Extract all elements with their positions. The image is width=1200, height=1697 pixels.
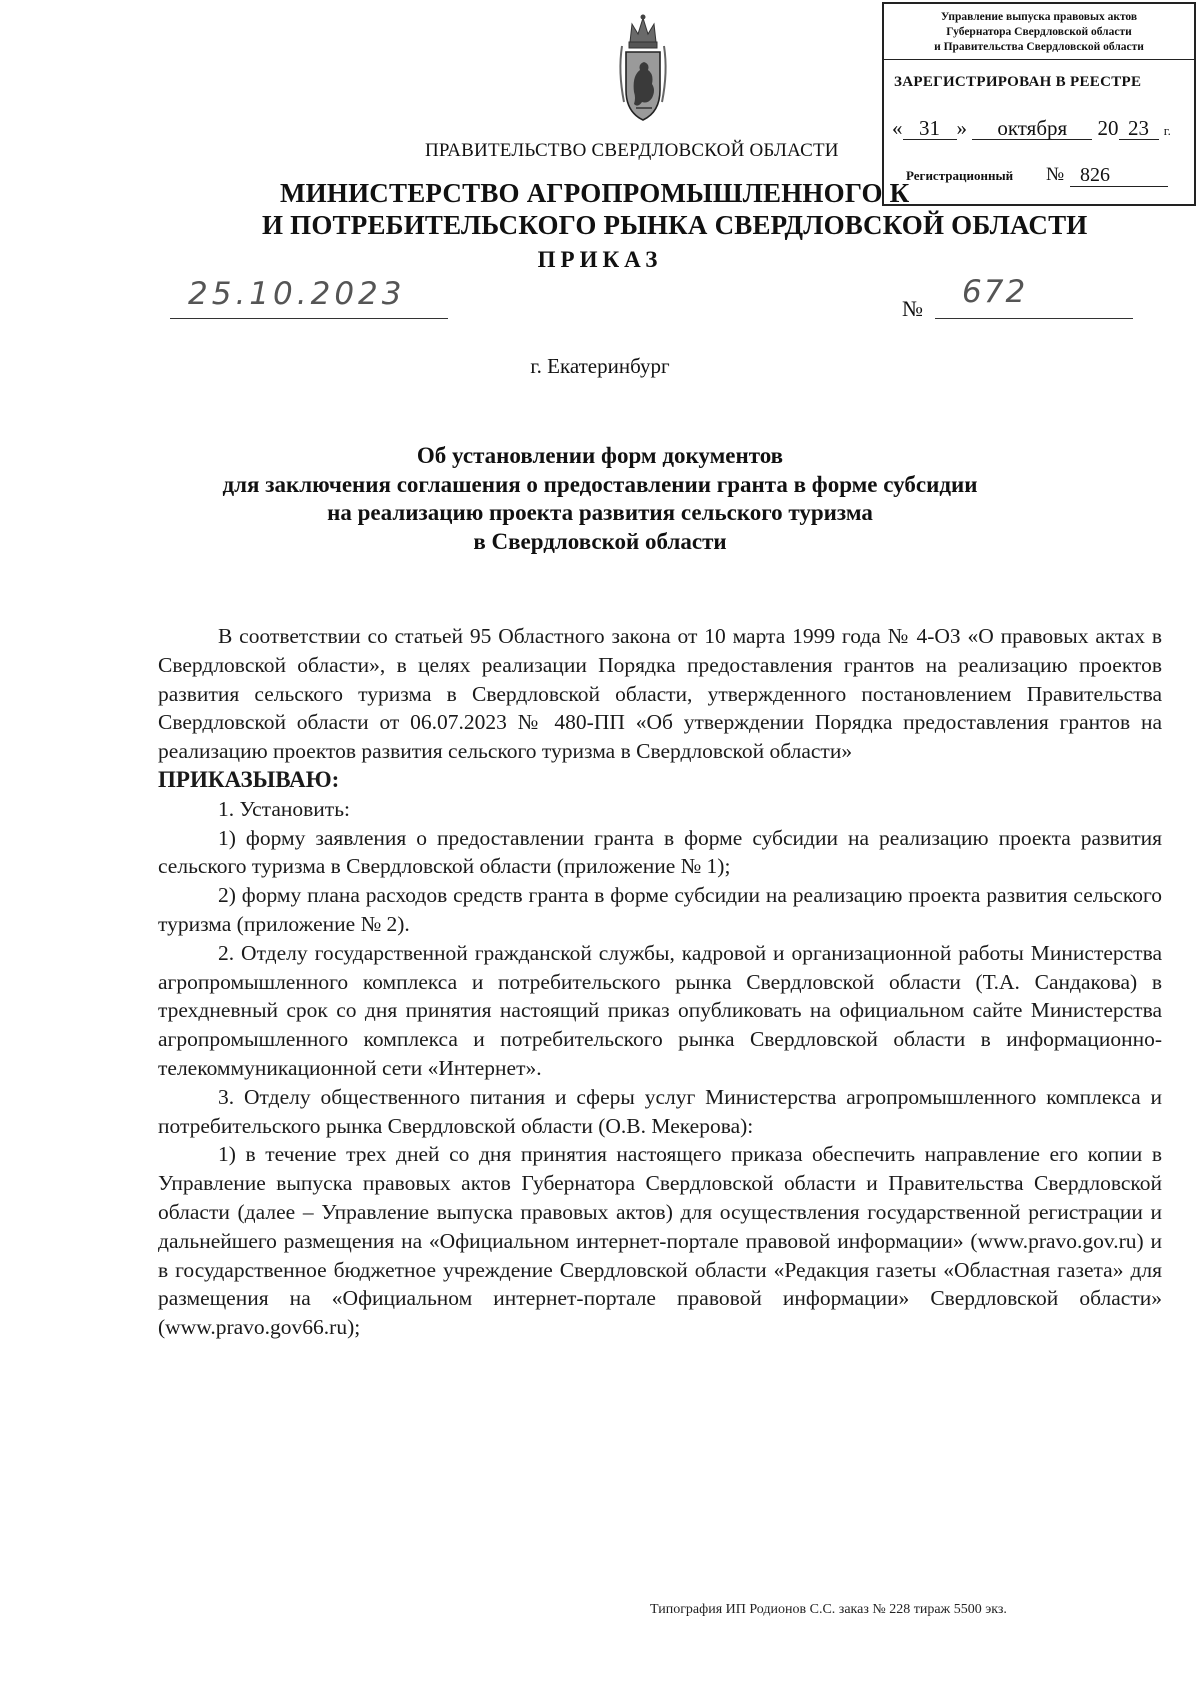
document-title <box>0 442 1200 556</box>
stamp-reg-number-sign: № <box>1046 164 1065 185</box>
stamp-date-month: октября <box>972 117 1092 140</box>
stamp-date <box>892 116 1171 141</box>
registration-stamp <box>882 2 1196 206</box>
title-line: Об установлении форм документов <box>416 443 784 468</box>
ministry-name-line2: И ПОТРЕБИТЕЛЬСКОГО РЫНКА СВЕРДЛОВСКОЙ ОБЛАСТИ <box>262 210 1088 240</box>
stamp-header <box>884 4 1194 60</box>
city: г. Екатеринбург <box>530 354 670 378</box>
title-line: в Свердловской области <box>473 528 727 554</box>
paragraph-1: 1. Установить: <box>218 796 350 821</box>
title-line: для заключения соглашения о предоставлении гранта в форме субсидии <box>222 471 978 497</box>
stamp-date-day: 31 <box>903 117 957 140</box>
number-underline <box>935 318 1133 319</box>
paragraph-1-2: 2) форму плана расходов средств гранта в форме субсидии на реализацию проекта развития сельского туризма (приложение № 2). <box>158 883 1162 936</box>
title-line: на реализацию проекта развития сельского туризма <box>327 500 873 525</box>
order-number-sign: № <box>902 296 923 321</box>
stamp-date-year-prefix: 20 <box>1097 116 1119 140</box>
date-underline <box>170 318 448 319</box>
paragraph-3: 3. Отделу общественного питания и сферы услуг Министерства агропромышленного комплекса и потребительского рынка Свердловской области (О.В. Мекерова): <box>158 1084 1162 1138</box>
document-body <box>158 622 1162 1342</box>
stamp-date-year-suffix: 23 <box>1119 117 1159 140</box>
coat-of-arms-icon <box>612 12 674 124</box>
paragraph-3-1: 1) в течение трех дней со дня принятия настоящего приказа обеспечить направление его копии в Управление выпуска правовых актов Губернатора Свердловской области и Правительства Свердловской области (далее – Управление выпуска правовых актов) для осуществления государственной регистрации и дальнейшего размещения на «Официальном интернет-портале правовой информации» (www.pravo.gov.ru) и в государственное бюджетное учреждение Свердловской области «Редакция газеты «Областная газета» для размещения на «Официальном интернет-портале правовой информации» Свердловской области» (www.pravo.gov66.ru); <box>158 1142 1162 1340</box>
order-number-handwritten: 672 <box>962 274 1028 310</box>
stamp-header-line: Губернатора Свердловской области <box>946 26 1132 38</box>
ministry-name-line1: МИНИСТЕРСТВО АГРОПРОМЫШЛЕННОГО К <box>280 178 910 208</box>
preamble-paragraph: В соответствии со статьей 95 Областного закона от 10 марта 1999 года № 4-ОЗ «О правовых актах в Свердловской области», в целях реализации Порядка предоставления грантов на реализацию проектов развития сельского туризма в Свердловской области, утвержденного постановлением Правительства Свердловской области от 06.07.2023 № 480-ПП «Об утверждении Порядка предоставления грантов на реализацию проектов развития сельского туризма в Свердловской области» <box>158 624 1162 764</box>
stamp-header-line: Управление выпуска правовых актов <box>940 11 1138 23</box>
order-word: ПРИКАЗЫВАЮ: <box>158 766 340 792</box>
order-date-handwritten: 25.10.2023 <box>188 276 406 312</box>
stamp-header-line: и Правительства Свердловской области <box>934 41 1144 53</box>
stamp-date-year-unit: г. <box>1163 123 1171 138</box>
stamp-date-close-quote: » <box>956 116 967 140</box>
government-name: ПРАВИТЕЛЬСТВО СВЕРДЛОВСКОЙ ОБЛАСТИ <box>425 140 839 161</box>
document-type: ПРИКАЗ <box>537 247 663 272</box>
printing-footer: Типография ИП Родионов С.С. заказ № 228 тираж 5500 экз. <box>650 1602 1007 1617</box>
paragraph-2: 2. Отделу государственной гражданской службы, кадровой и организационной работы Министерства агропромышленного комплекса и потребительского рынка Свердловской области (Т.А. Сандакова) в трехдневный срок со дня принятия настоящий приказ опубликовать на официальном сайте Министерства агропромышленного комплекса и потребительского рынка Свердловской области в информационно-телекоммуникационной сети «Интернет». <box>158 940 1162 1080</box>
stamp-date-open-quote: « <box>892 116 903 140</box>
stamp-reg-number-label: Регистрационный <box>906 168 1014 183</box>
paragraph-1-1: 1) форму заявления о предоставлении гранта в форме субсидии на реализацию проекта развития сельского туризма в Свердловской области (приложение № 1); <box>158 825 1162 879</box>
stamp-reg-number: 826 <box>1070 164 1168 187</box>
stamp-registered-label: ЗАРЕГИСТРИРОВАН В РЕЕСТРЕ <box>894 74 1142 90</box>
